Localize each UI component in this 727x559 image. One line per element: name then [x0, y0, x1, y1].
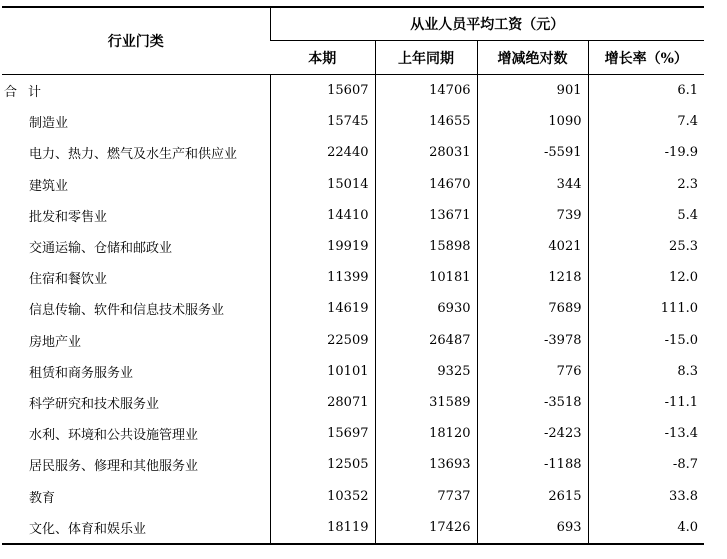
cell-current: 18119	[270, 512, 375, 544]
cell-change: -3978	[477, 325, 588, 356]
row-label: 信息传输、软件和信息技术服务业	[29, 303, 225, 319]
cell-last-year: 10181	[375, 262, 477, 293]
row-label: 批发和零售业	[29, 209, 108, 225]
table-row	[2, 137, 704, 168]
row-label: 交通运输、仓储和邮政业	[29, 241, 173, 257]
total-label-a: 合	[4, 85, 18, 101]
cell-current: 15014	[270, 169, 375, 200]
cell-rate: 8.3	[588, 356, 704, 387]
cell-change: -3518	[477, 387, 588, 418]
cell-current: 15607	[270, 75, 375, 107]
table-row	[2, 231, 704, 262]
row-label: 制造业	[29, 116, 69, 132]
wage-table	[2, 6, 704, 545]
cell-rate: 4.0	[588, 512, 704, 544]
cell-last-year: 18120	[375, 418, 477, 449]
cell-current: 10101	[270, 356, 375, 387]
cell-rate: 6.1	[588, 75, 704, 107]
cell-change: -5591	[477, 137, 588, 168]
cell-current: 19919	[270, 231, 375, 262]
row-label: 科学研究和技术服务业	[29, 396, 160, 412]
cell-rate: -11.1	[588, 387, 704, 418]
cell-rate: -13.4	[588, 418, 704, 449]
table-row	[2, 512, 704, 544]
cell-last-year: 14655	[375, 106, 477, 137]
cell-rate: 2.3	[588, 169, 704, 200]
table-row	[2, 106, 704, 137]
table-row	[2, 480, 704, 511]
cell-change: 776	[477, 356, 588, 387]
cell-change: 693	[477, 512, 588, 544]
cell-last-year: 14706	[375, 75, 477, 107]
cell-change: 739	[477, 200, 588, 231]
cell-current: 11399	[270, 262, 375, 293]
header-same-period-last-year: 上年同期	[375, 41, 477, 75]
row-label: 水利、环境和公共设施管理业	[29, 428, 199, 444]
table-row	[2, 418, 704, 449]
cell-current: 12505	[270, 449, 375, 480]
header-group-average-wage: 从业人员平均工资（元）	[270, 7, 704, 41]
header-growth-rate: 增长率（%）	[588, 41, 704, 75]
cell-last-year: 31589	[375, 387, 477, 418]
cell-last-year: 13693	[375, 449, 477, 480]
cell-rate: 12.0	[588, 262, 704, 293]
cell-last-year: 17426	[375, 512, 477, 544]
total-label-b: 计	[28, 85, 42, 101]
cell-change: 4021	[477, 231, 588, 262]
header-current-period: 本期	[270, 41, 375, 75]
cell-change: 7689	[477, 293, 588, 324]
cell-rate: -8.7	[588, 449, 704, 480]
cell-last-year: 7737	[375, 480, 477, 511]
cell-rate: -19.9	[588, 137, 704, 168]
row-label: 居民服务、修理和其他服务业	[29, 459, 199, 475]
table-row	[2, 356, 704, 387]
cell-change: 344	[477, 169, 588, 200]
row-label: 教育	[29, 490, 56, 506]
cell-change: 901	[477, 75, 588, 107]
cell-last-year: 26487	[375, 325, 477, 356]
cell-rate: 111.0	[588, 293, 704, 324]
cell-last-year: 15898	[375, 231, 477, 262]
row-label: 建筑业	[29, 178, 69, 194]
table-row	[2, 325, 704, 356]
cell-current: 28071	[270, 387, 375, 418]
table-row	[2, 169, 704, 200]
row-label: 电力、热力、燃气及水生产和供应业	[29, 147, 238, 163]
table-row	[2, 200, 704, 231]
row-label: 租赁和商务服务业	[29, 365, 134, 381]
cell-current: 14410	[270, 200, 375, 231]
cell-last-year: 13671	[375, 200, 477, 231]
table-row	[2, 387, 704, 418]
wage-table-container	[2, 6, 704, 545]
row-label-total	[2, 75, 270, 107]
cell-rate: 25.3	[588, 231, 704, 262]
cell-last-year: 14670	[375, 169, 477, 200]
cell-change: -1188	[477, 449, 588, 480]
cell-change: -2423	[477, 418, 588, 449]
table-row-total	[2, 75, 704, 107]
cell-current: 15745	[270, 106, 375, 137]
row-label: 房地产业	[29, 334, 82, 350]
cell-change: 1218	[477, 262, 588, 293]
cell-last-year: 9325	[375, 356, 477, 387]
cell-last-year: 6930	[375, 293, 477, 324]
cell-current: 22440	[270, 137, 375, 168]
cell-current: 22509	[270, 325, 375, 356]
cell-current: 15697	[270, 418, 375, 449]
cell-rate: 7.4	[588, 106, 704, 137]
header-industry: 行业门类	[2, 7, 270, 75]
table-row	[2, 449, 704, 480]
cell-change: 2615	[477, 480, 588, 511]
cell-rate: 5.4	[588, 200, 704, 231]
table-row	[2, 293, 704, 324]
row-label: 文化、体育和娱乐业	[2, 512, 270, 544]
cell-change: 1090	[477, 106, 588, 137]
row-label: 住宿和餐饮业	[29, 272, 108, 288]
cell-last-year: 28031	[375, 137, 477, 168]
cell-current: 14619	[270, 293, 375, 324]
cell-rate: 33.8	[588, 480, 704, 511]
table-row	[2, 262, 704, 293]
cell-current: 10352	[270, 480, 375, 511]
cell-rate: -15.0	[588, 325, 704, 356]
header-absolute-change: 增减绝对数	[477, 41, 588, 75]
